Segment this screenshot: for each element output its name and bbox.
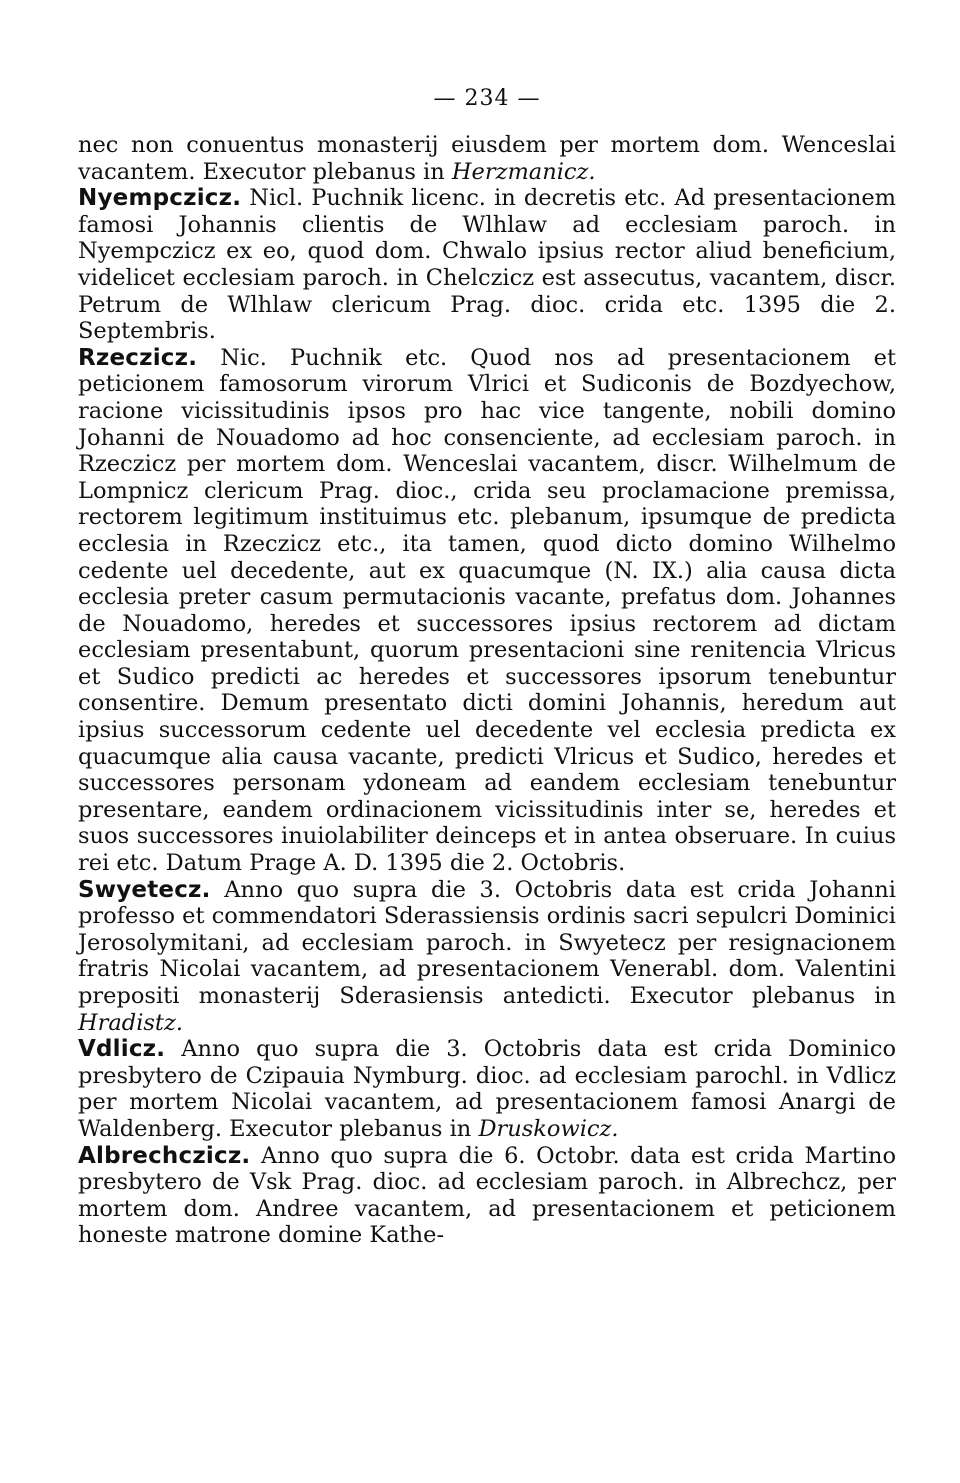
entry-vdlicz (78, 1036, 896, 1142)
entry-headword: Nyempczicz. (78, 185, 242, 212)
entry-headword: Swyetecz. (78, 876, 211, 903)
entry-italic-place: Druskowicz. (478, 1115, 619, 1142)
entry-text: Anno quo supra die 6. Octobr. data est crida Martino presbytero de Vsk Prag. dioc. ad ecclesiam paroch. in Albrechcz, per mortem dom. Andree vacantem, ad presentacionem et peticionem honeste matrone domine Kathe- (78, 1142, 896, 1249)
page-number: — 234 — (433, 86, 541, 111)
entry-albrechczicz (78, 1143, 896, 1249)
entry-text: nec non conuentus monasterij eiusdem per mortem dom. Wenceslai vacantem. Executor plebanus in (78, 132, 896, 185)
entry-swyetecz (78, 877, 896, 1037)
entry-headword: Rzeczicz. (78, 344, 198, 371)
entry-continuation (78, 132, 896, 185)
entry-italic-place: Herzmanicz. (451, 158, 596, 185)
entry-text: Anno quo supra die 3. Octobris data est crida Dominico presbytero de Czipauia Nymburg. dioc. ad ecclesiam parochl. in Vdlicz per mortem Nicolai vacantem, ad presentacionem famosi Anargi de Waldenberg. Executor plebanus in (78, 1036, 896, 1142)
entry-headword: Vdlicz. (78, 1036, 166, 1063)
entry-rzeczicz (78, 345, 896, 877)
entry-headword: Albrechczicz. (78, 1142, 251, 1169)
document-page (78, 84, 896, 1249)
entry-text: Nic. Puchnik etc. Quod nos ad presentacionem et peticionem famosorum virorum Vlrici et Sudiconis de Bozdyechow, racione vicissitudinis ipsos pro hac vice tangente, nobili domino Johanni de Nouadomo ad hoc consenciente, ad ecclesiam paroch. in Rzeczicz per mortem dom. Wenceslai vacantem, discr. Wilhelmum de Lompnicz clericum Prag. dioc., crida seu proclamacione premissa, rectorem legitimum instituimus etc. plebanum, ipsumque de predicta ecclesia in Rzeczicz etc., ita tamen, quod dicto domino Wilhelmo cedente uel decedente, aut ex quacumque (N. IX.) alia causa dicta ecclesia preter casum permutacionis vacante, prefatus dom. Johannes de Nouadomo, heredes et successores ipsius rectorem ad dictam ecclesiam presentabunt, quorum presentacioni sine renitencia Vlricus et Sudico predicti ac heredes et successores ipsorum tenebuntur consentire. Demum presentato dicti domini Johannis, heredum aut ipsius successorum cedente uel decedente vel ecclesia predicta ex quacumque alia causa vacante, predicti Vlricus et Sudico, heredes et successores personam ydoneam ad eandem ecclesiam tenebuntur presentare, eandem ordinacionem vicissitudinis inter se, heredes et suos successores inuiolabiliter deinceps et in antea obseruare. In cuius rei etc. Datum Prage A. D. 1395 die 2. Octobris. (78, 344, 896, 877)
entry-italic-place: Hradistz. (78, 1009, 183, 1036)
entry-text: Anno quo supra die 3. Octobris data est crida Johanni professo et commendatori Sderassiensis ordinis sacri sepulcri Dominici Jerosolymitani, ad ecclesiam paroch. in Swyetecz per resignacionem fratris Nicolai vacantem, ad presentacionem Venerabl. dom. Valentini prepositi monasterij Sderasiensis antedicti. Executor plebanus in (78, 876, 896, 1009)
entry-nyempczicz (78, 185, 896, 345)
entry-text: Nicl. Puchnik licenc. in decretis etc. Ad presentacionem famosi Johannis clientis de Wlhlaw ad ecclesiam paroch. in Nyempczicz ex eo, quod dom. Chwalo ipsius rector aliud beneficium, videlicet ecclesiam paroch. in Chelczicz est assecutus, vacantem, discr. Petrum de Wlhlaw clericum Prag. dioc. crida etc. 1395 die 2. Septembris. (78, 185, 896, 345)
